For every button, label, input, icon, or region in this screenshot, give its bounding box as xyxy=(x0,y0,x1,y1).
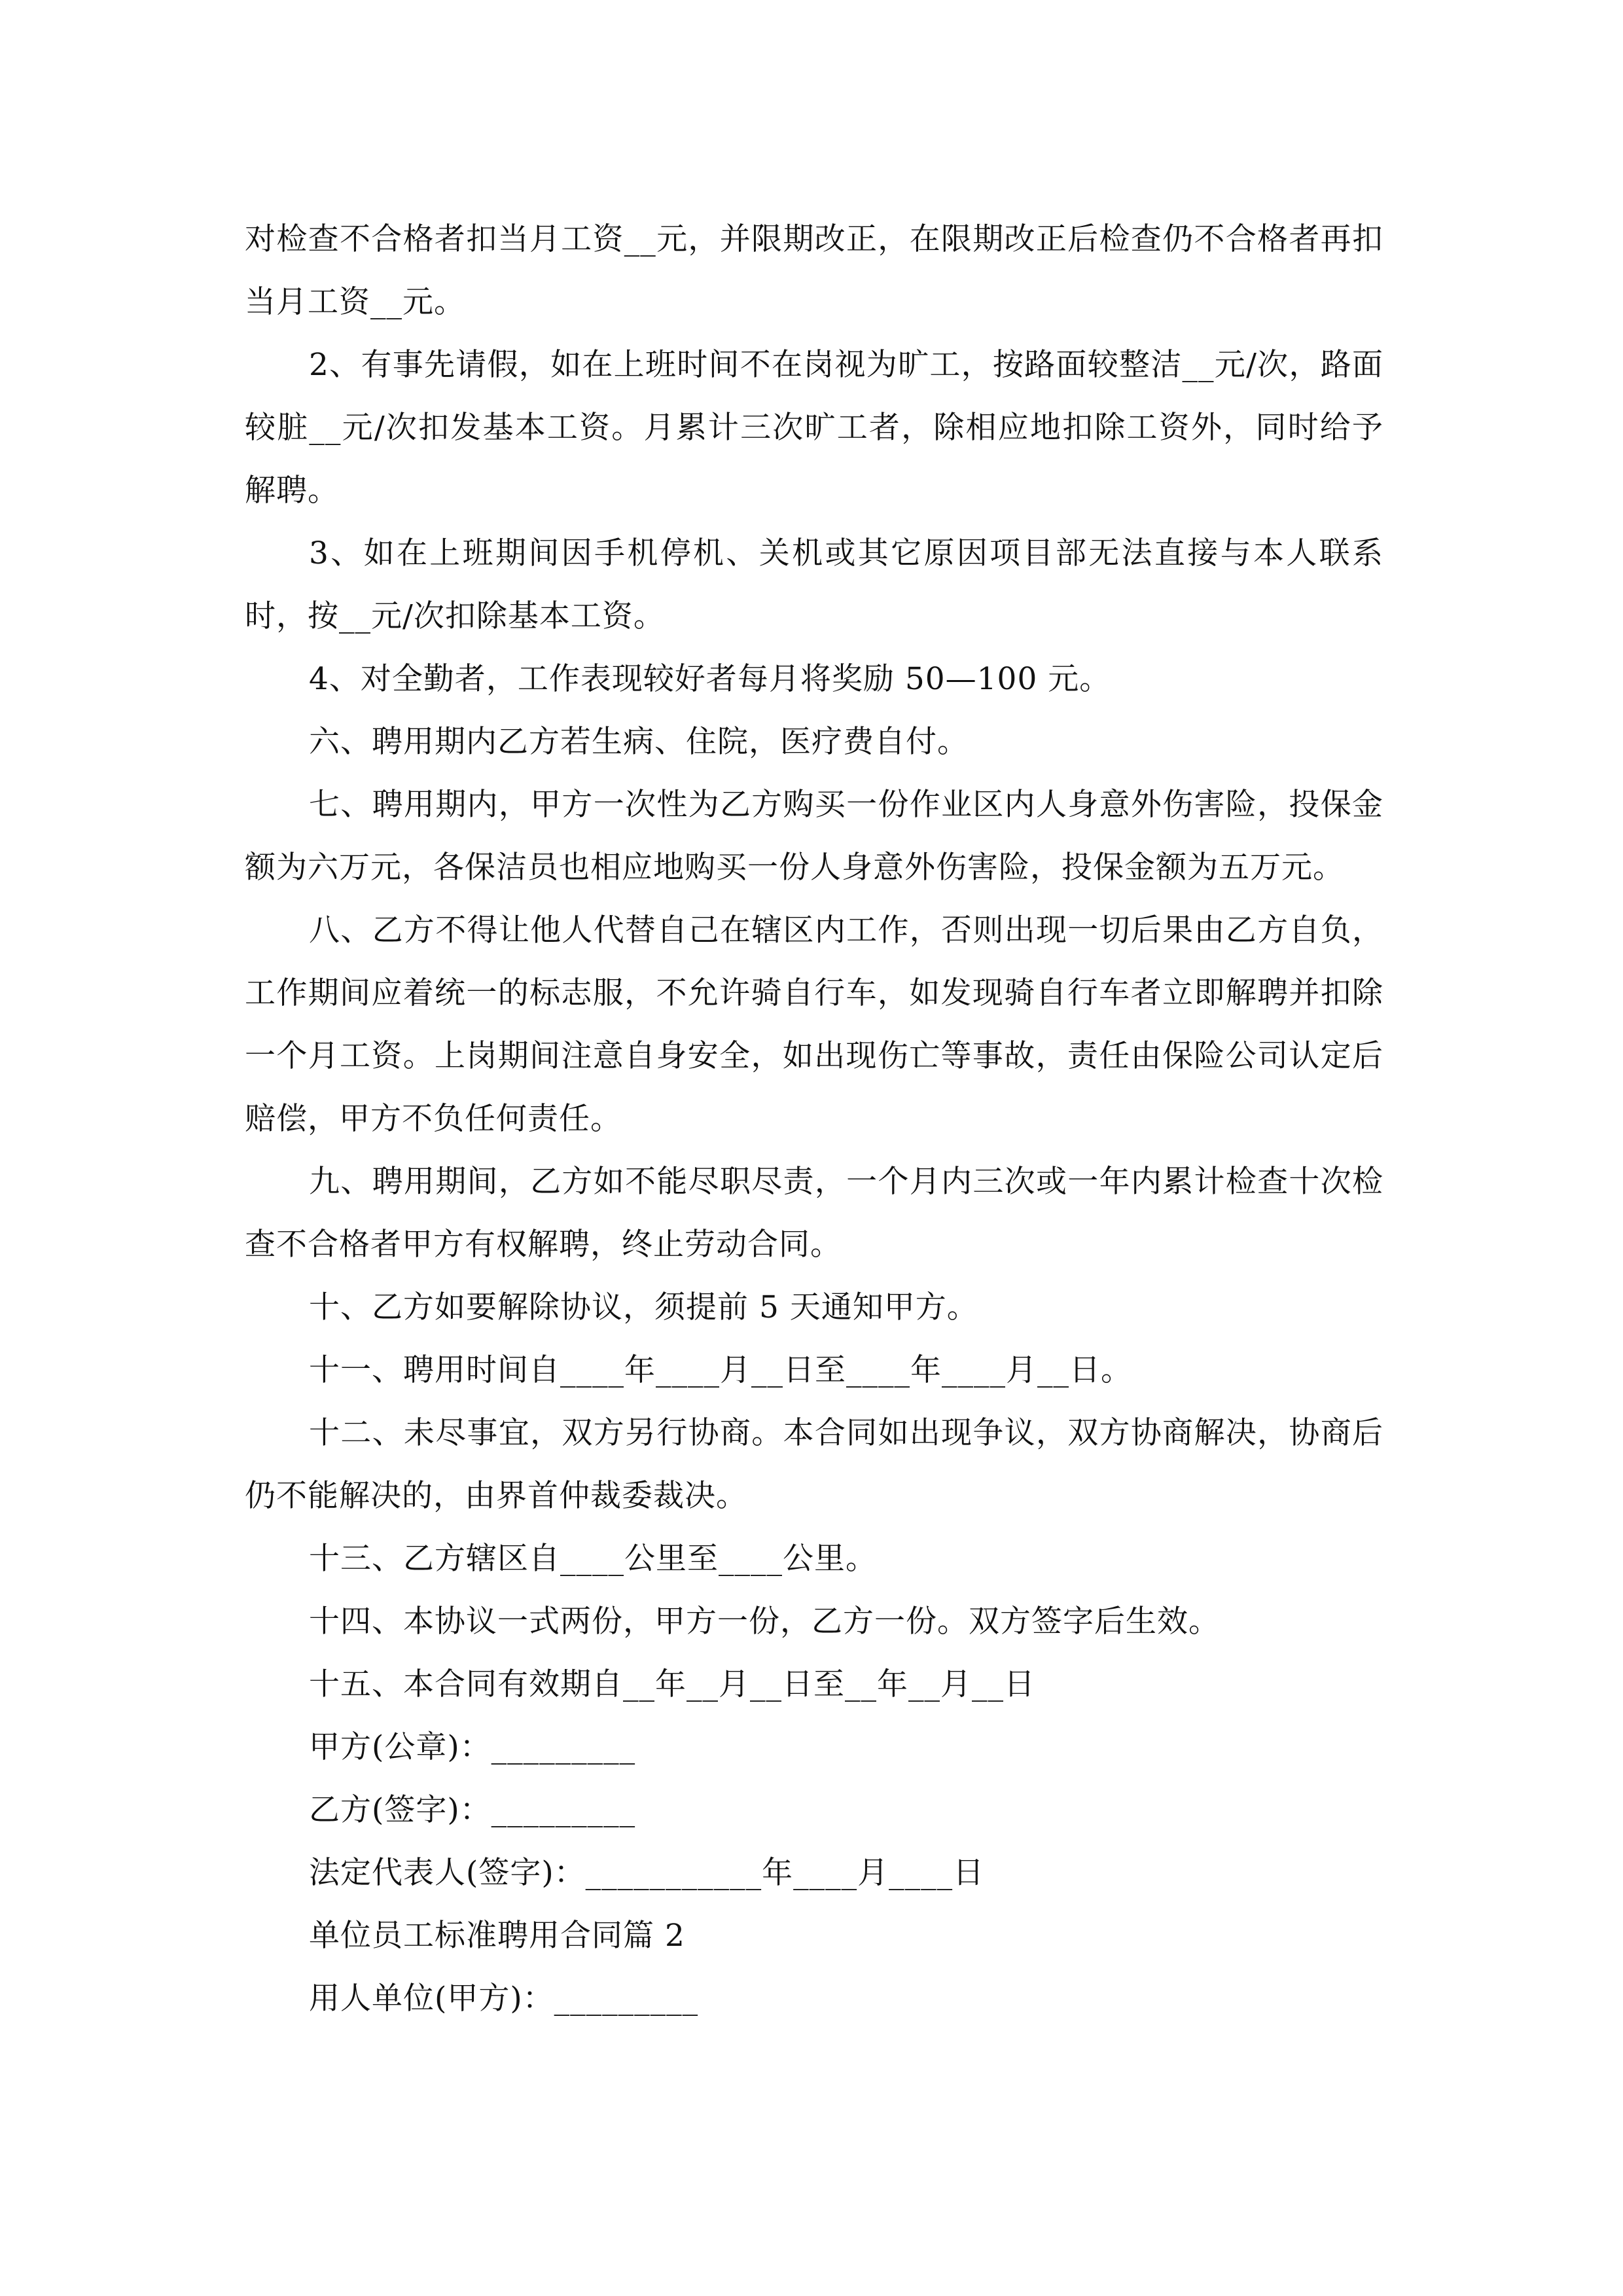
clause-nine-dismissal: 九、聘用期间，乙方如不能尽职尽责，一个月内三次或一年内累计检查十次检查不合格者甲方有权解聘，终止劳动合同。 xyxy=(245,1164,1383,1263)
party-b-signature-line: 乙方(签字)：_________ xyxy=(309,1792,636,1828)
clause-eleven-term: 十一、聘用时间自____年____月__日至____年____月__日。 xyxy=(309,1352,1132,1388)
clause-2-absence: 2、有事先请假，如在上班时间不在岗视为旷工，按路面较整洁__元/次，路面较脏__元/次扣发基本工资。月累计三次旷工者，除相应地扣除工资外，同时给予解聘。 xyxy=(245,347,1383,509)
clause-eight-conduct: 八、乙方不得让他人代替自己在辖区内工作，否则出现一切后果由乙方自负，工作期间应着统一的标志服，不允许骑自行车，如发现骑自行车者立即解聘并扣除一个月工资。上岗期间注意自身安全，如出现伤亡等事故，责任由保险公司认定后赔偿，甲方不负任何责任。 xyxy=(245,912,1383,1137)
legal-representative-line: 法定代表人(签字)：___________年____月____日 xyxy=(309,1855,985,1891)
party-a-seal-line: 甲方(公章)：_________ xyxy=(309,1729,636,1765)
employer-line: 用人单位(甲方)：_________ xyxy=(309,1981,699,2017)
clause-fourteen-copies: 十四、本协议一式两份，甲方一份，乙方一份。双方签字后生效。 xyxy=(309,1604,1220,1640)
clause-thirteen-area: 十三、乙方辖区自____公里至____公里。 xyxy=(309,1541,877,1577)
clause-six-medical: 六、聘用期内乙方若生病、住院，医疗费自付。 xyxy=(309,724,969,760)
clause-3-phone: 3、如在上班期间因手机停机、关机或其它原因项目部无法直接与本人联系时，按__元/次扣除基本工资。 xyxy=(245,535,1383,634)
clause-4-attendance-bonus: 4、对全勤者，工作表现较好者每月将奖励 50—100 元。 xyxy=(309,661,1111,697)
clause-continuation: 对检查不合格者扣当月工资__元，并限期改正，在限期改正后检查仍不合格者再扣当月工资__元。 xyxy=(245,221,1383,320)
section-heading-contract-2: 单位员工标准聘用合同篇 2 xyxy=(309,1918,685,1954)
clause-fifteen-validity: 十五、本合同有效期自__年__月__日至__年__月__日 xyxy=(309,1666,1035,1702)
clause-twelve-disputes: 十二、未尽事宜，双方另行协商。本合同如出现争议，双方协商解决，协商后仍不能解决的，由界首仲裁委裁决。 xyxy=(245,1415,1383,1514)
document-body xyxy=(245,208,1383,2030)
clause-ten-termination-notice: 十、乙方如要解除协议，须提前 5 天通知甲方。 xyxy=(309,1289,978,1325)
clause-seven-insurance: 七、聘用期内，甲方一次性为乙方购买一份作业区内人身意外伤害险，投保金额为六万元，各保洁员也相应地购买一份人身意外伤害险，投保金额为五万元。 xyxy=(245,787,1383,886)
